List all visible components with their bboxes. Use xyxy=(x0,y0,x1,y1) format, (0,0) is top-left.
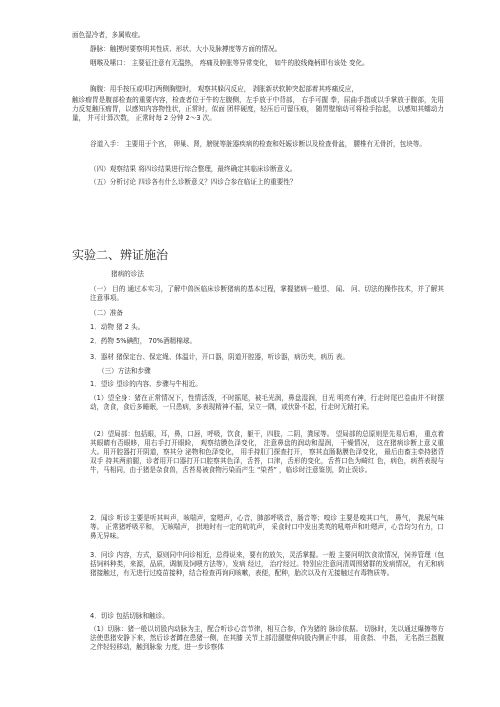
text-line: 1．望诊 望诊的内容、步骤与牛相近。 xyxy=(90,380,202,388)
text-line: 3．器材 猪保定台、保定绳、体温计，开口器，阴道开腔器，听诊器，病历夹，病历 表。 xyxy=(90,353,349,361)
text-line: （四）观察结果 将四诊结果进行综合整理，最终确定其临床诊断意义。 xyxy=(90,165,297,173)
text-line: （1）切脉：猪一般以切股内动脉为主，配合听诊心音节律，相互合参，作为猪的 脉诊依据。 切脉时，先以通过爆擦等方法使患猪安静下来，然后诊者蹲在患猪一侧，在其膝 关节上部沿腿壁伸向股内侧正中部， 用食指、 中指， 无名指三指腹之伴轻轻移动，触到脉象 力度，进一步诊察体 xyxy=(90,625,444,651)
text-line: 谷道入手： 主要用于个宫， 卵巢、肾，膀胱等脏器疾病的检查和妊娠诊断以及检查骨盆， 腰椎有无骨折，包块等。 xyxy=(90,140,426,148)
text-line: 4．切诊 包括切脉和触诊。 xyxy=(90,612,169,620)
subheading: 猪病的诊法 xyxy=(111,270,144,278)
section-heading: 实验二、辨证施治 xyxy=(72,248,169,262)
text-line: 3．问诊 内容，方式，原则同中问诊相近，总得说来，要有的放矢，灵活掌握。一般 主要问明饮食欲情况，饲养管理（包括饲料种类，来源，品质，调制及饲喂方法等），发病 经过， 治疗经过。特别应注意问清周围猪群的发病情况， 有无和病猪接触过，有无进行过疫苗接种，结合检查再询问咳嗽，表便，配种，胎次以及有无接触过有毒物质等。 xyxy=(90,551,444,577)
text-line: （一） 目的 通过本实习，了解中兽医临床诊断猪病的基本过程，掌握猪病一般望、 闻、 问、切法的操作技术，并了解其注意事项。 xyxy=(90,285,444,302)
text-line: （三）方法和步骤 xyxy=(98,367,151,375)
text-line: 胸腹：用手按压或叩打两侧胸壁时， 观察其躲闪反应， 剥胀新状软肿突起部着其疼痛反应， xyxy=(90,85,358,93)
text-line: 2．闻诊 听诊主要是听其叫声，咳喘声，窒嗯声，心音，肺部呼吸音，肠音等；嗅诊 主要是嗅其口气， 鼻气， 粪尿气味等。 正常猪呼吸平和， 无咳喘声， 拱地时有一定的吭吭声， 采食时口中发出类英的吼嗒声和吐嗯声，心音均匀有力，口鼻无异味。 xyxy=(90,514,444,540)
text-line: 1．动物 猪 2 头。 xyxy=(90,323,145,331)
text-line: （二）准备 xyxy=(90,309,123,317)
text-line: 咽喉及嗉口： 主要征注意有无温热， 疼痛及肿胀等异常变化， 如牛的胶线俺柄即有该处 变化。 xyxy=(90,59,369,67)
text-line: 2．药物 5%碘酊， 70%酒精棉球。 xyxy=(90,337,197,345)
text-line: （五）分析讨论 四诊各有什么诊断意义？四诊合参在临证上的重要性？ xyxy=(90,178,297,186)
text-line: （1）望全身：猪在正常情况下，性情活泼，不时摇尾，被毛光润，鼻盘湿润，目光 明亮有神，行走时尾巴卷曲并不时摆动，贪食，食后多睡眠，一只患病，多表现精神不振，呆立一隅，或伏卧不起，行走时无精打采。 xyxy=(90,394,444,411)
text-line: （2）望局部：包括眼，耳，鼻，口唇，呼吸，饮食，躯干，四肢，二阴，粪尿等。 望局部的总原则是先易后难， 重点着其眼睛有否眼眵，用右手打开眼睑， 观察结膜色泽变化， 注意鼻盘的润动和湿润， 干燥情况， 这在猪病诊断上意义重大。用开腔器打开阴道，察其分 泌物和色泽变化， 用手持肛门探查打开， 察其直肠黏膜色泽变化， 最后由畜主牵持猪背双手 持其两前腿，诊者用开口器打开口腔察其色泽，舌苔，口津，舌形的变化，舌苔口色为畸红 色，病色，病苔表现与牛，马相同，由于猪是杂食兽，舌苔易被食物污染而产生 “染苔” ，临诊时注意鉴别，防止误诊。 xyxy=(90,430,444,474)
text-line: 触诊瘤胃是腹部检查的重要内容，检查者位于牛的左腹侧，左手放于中背部， 右手可握 拳，屈曲手指或以手掌放于腹部，先用力反复触压瘤胃，以感知内容物性状，正常时，似面 团样硬度，轻压后可留压痕， 随胃壁缩动可将检手抬起， 以感知其蠕动力量， 并可计算次数， 正常时每 2 分钟 2〜3 次。 xyxy=(72,96,444,122)
text-line: 静脉：触摸时要察明其性质、形状、大小及脉搏度等方面的情况。 xyxy=(90,45,282,53)
text-line: 面色湿冷者，多属败症。 xyxy=(72,31,145,39)
